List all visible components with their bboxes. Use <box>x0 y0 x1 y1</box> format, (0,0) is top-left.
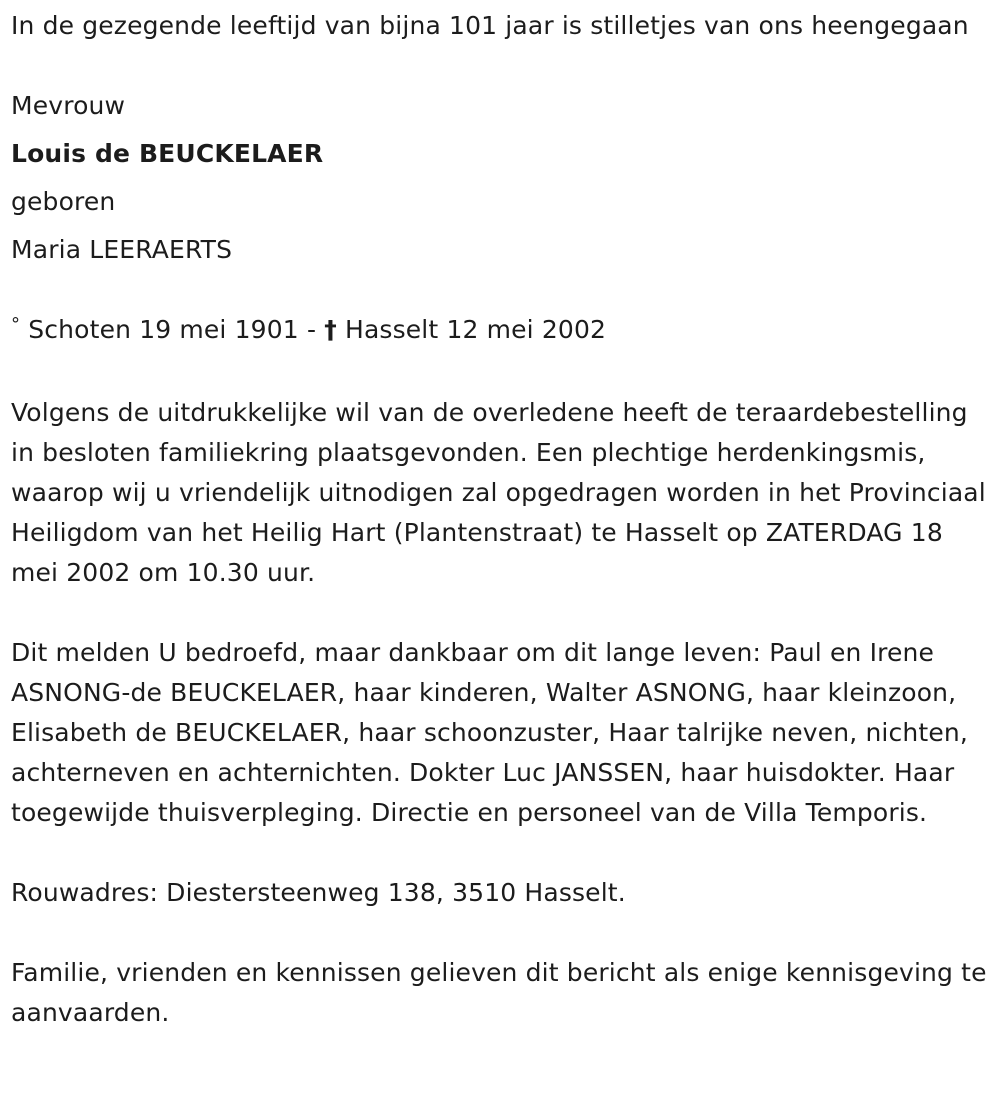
obituary-notice <box>11 6 993 1033</box>
deceased-name: Louis de BEUCKELAER <box>11 139 324 168</box>
spacer <box>11 353 993 393</box>
cross-icon: † <box>324 315 337 344</box>
spacer <box>11 46 993 86</box>
spacer <box>11 593 993 633</box>
birth-symbol-icon: ° <box>11 314 21 335</box>
spacer <box>11 270 993 310</box>
birth-date: Schoten 19 mei 1901 - <box>28 315 317 344</box>
funeral-paragraph: Volgens de uitdrukkelijke wil van de overledene heeft de teraardebestelling in besloten familiekring plaatsgevonden. Een plechtige herdenkingsmis, waarop wij u vriendelijk uitnodigen zal opgedragen worden in het Provinciaal Heiligdom van het Heilig Hart (Plantenstraat) te Hasselt op ZATERDAG 18 mei 2002 om 10.30 uur. <box>11 398 986 587</box>
family-paragraph: Dit melden U bedroefd, maar dankbaar om dit lange leven: Paul en Irene ASNONG-de BEUCKELAER, haar kinderen, Walter ASNONG, haar kleinzoon, Elisabeth de BEUCKELAER, haar schoonzuster, Haar talrijke neven, nichten, achterneven en achternichten. Dokter Luc JANSSEN, haar huisdokter. Haar toegewijde thuisverpleging. Directie en personeel van de Villa Temporis. <box>11 638 968 827</box>
address-paragraph: Rouwadres: Diestersteenweg 138, 3510 Hasselt. <box>11 878 626 907</box>
closing-paragraph: Familie, vrienden en kennissen gelieven dit bericht als enige kennisgeving te aanvaarden. <box>11 958 987 1027</box>
spacer <box>11 913 993 953</box>
maiden-name: Maria LEERAERTS <box>11 235 233 264</box>
spacer <box>11 833 993 873</box>
intro-text: In de gezegende leeftijd van bijna 101 jaar is stilletjes van ons heengegaan <box>11 11 969 40</box>
salutation: Mevrouw <box>11 91 126 120</box>
death-date: Hasselt 12 mei 2002 <box>345 315 607 344</box>
born-label: geboren <box>11 187 116 216</box>
life-dates <box>11 310 993 353</box>
